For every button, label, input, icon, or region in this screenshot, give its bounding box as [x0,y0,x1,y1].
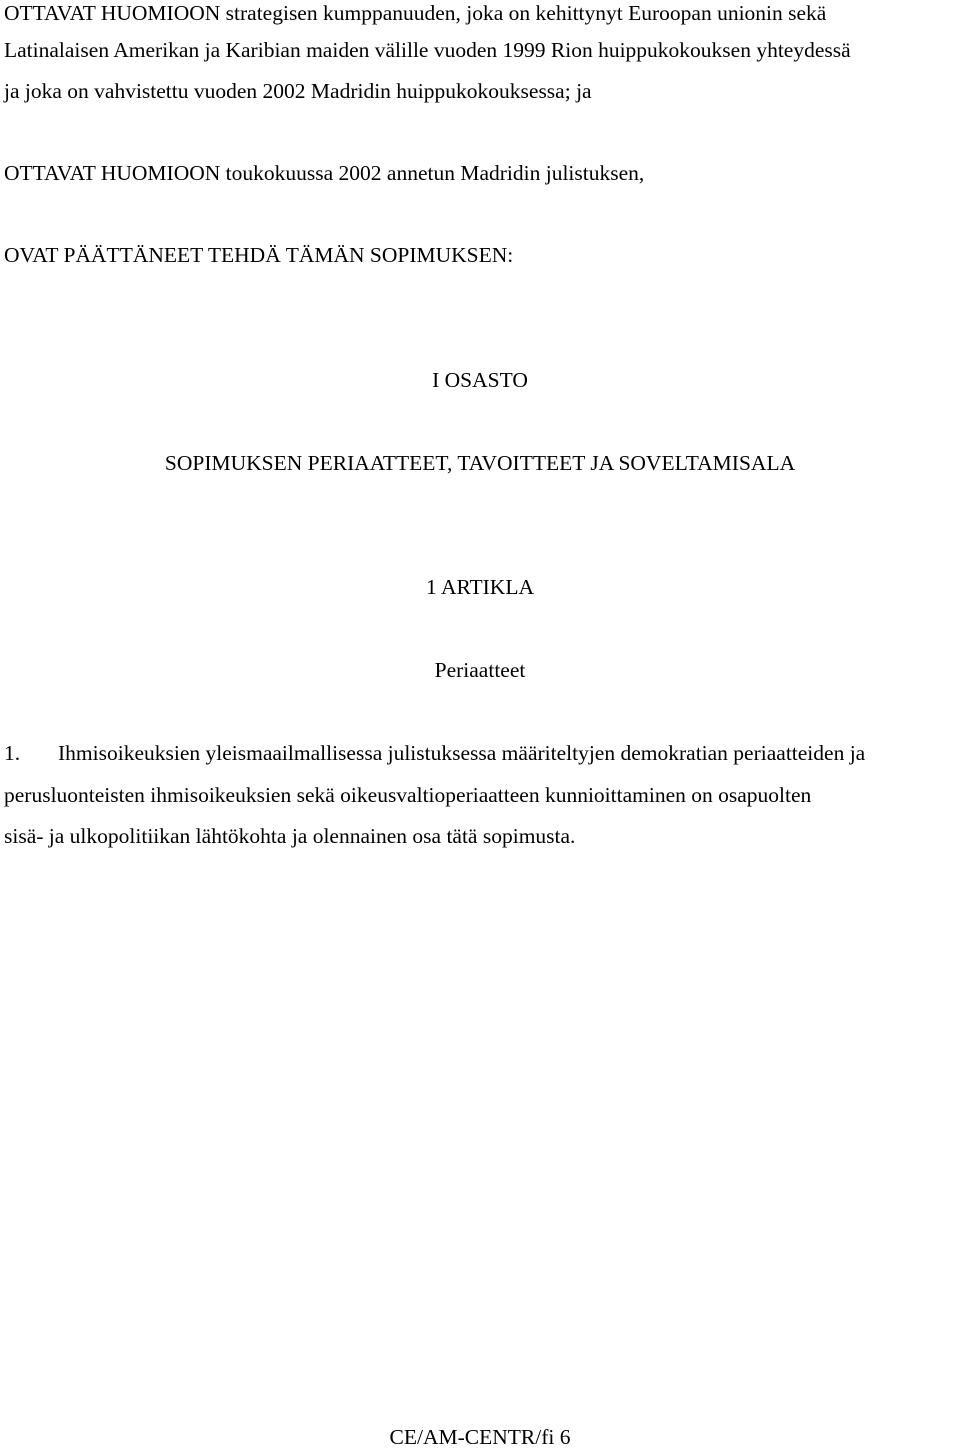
paragraph-number: 1. [4,741,21,765]
section-title: SOPIMUKSEN PERIAATTEET, TAVOITTEET JA SOVELTAMISALA [164,451,796,475]
footer-reference: CE/AM-CENTR/fi 6 [389,1425,571,1449]
section-number: I OSASTO [432,368,528,392]
article-paragraph-line-1 [4,743,865,765]
intro-paragraph-2: OTTAVAT HUOMIOON toukokuussa 2002 annetun Madridin julistuksen, [4,161,645,185]
article-paragraph-line-2: perusluonteisten ihmisoikeuksien sekä oikeusvaltioperiaatteen kunnioittaminen on osapuolten [4,783,812,807]
intro-paragraph-1-line-3: ja joka on vahvistettu vuoden 2002 Madridin huippukokouksessa; ja [4,79,592,103]
article-paragraph-line-1-text: Ihmisoikeuksien yleismaailmallisessa julistuksessa määriteltyjen demokratian periaatteiden ja [58,741,866,765]
intro-paragraph-3: OVAT PÄÄTTÄNEET TEHDÄ TÄMÄN SOPIMUKSEN: [4,243,514,267]
article-number: 1 ARTIKLA [426,575,534,599]
article-title: Periaatteet [434,658,526,682]
article-paragraph-line-3: sisä- ja ulkopolitiikan lähtökohta ja olennainen osa tätä sopimusta. [4,824,576,848]
intro-paragraph-1-line-2: Latinalaisen Amerikan ja Karibian maiden välille vuoden 1999 Rion huippukokouksen yhteydessä [4,38,851,62]
intro-paragraph-1-line-1: OTTAVAT HUOMIOON strategisen kumppanuuden, joka on kehittynyt Euroopan unionin sekä [4,1,827,25]
